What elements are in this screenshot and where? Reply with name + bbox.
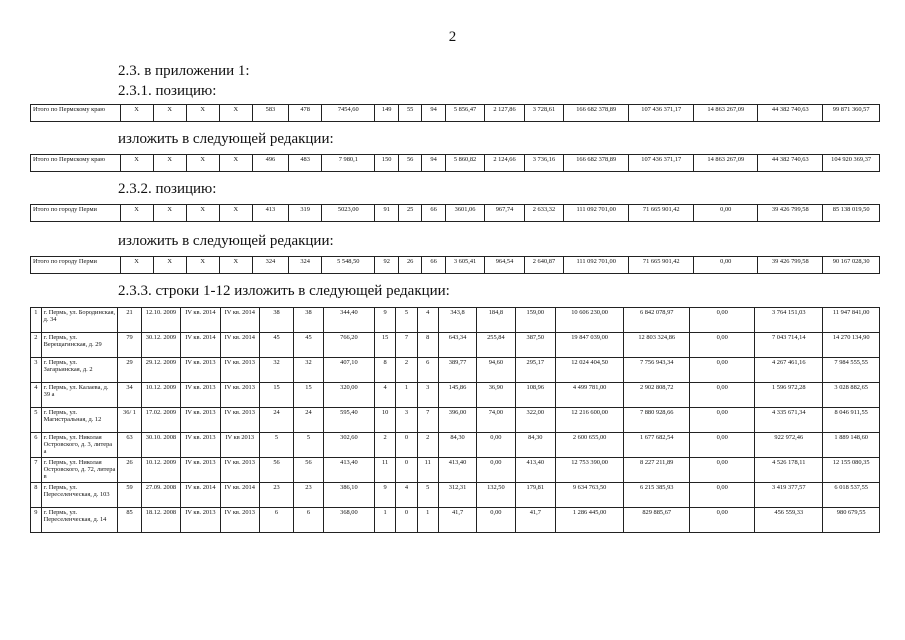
cell: X (186, 205, 219, 222)
cell: 3 (417, 383, 438, 408)
cell: 0,00 (690, 358, 755, 383)
address-cell: г. Пермь, ул. Николая Островского, д. 72, литера в (41, 458, 118, 483)
cell: X (186, 257, 219, 274)
cell: 0 (396, 458, 417, 483)
cell: 5 (259, 433, 293, 458)
cell: 29 (118, 358, 141, 383)
cell: IV кв. 2013 (181, 383, 220, 408)
address-cell: г. Пермь, ул. Бородинская, д. 34 (41, 308, 118, 333)
cell: 3 605,41 (445, 257, 484, 274)
cell: 184,8 (477, 308, 515, 333)
cell: 5 856,47 (445, 105, 484, 122)
total-perm-city-old-table (30, 204, 880, 222)
cell: 1 889 148,60 (823, 433, 880, 458)
cell: 36,90 (477, 383, 515, 408)
row-number: 3 (31, 358, 42, 383)
cell: 3 764 151,03 (755, 308, 823, 333)
cell: 39 426 799,58 (758, 205, 823, 222)
cell: 0 (396, 433, 417, 458)
cell: X (186, 155, 219, 172)
cell: 32 (259, 358, 293, 383)
cell: X (219, 105, 252, 122)
section-2-3-1-heading: 2.3.1. позицию: (118, 83, 217, 99)
cell: 4 267 461,16 (755, 358, 823, 383)
cell: 4 (374, 383, 395, 408)
cell: 15 (294, 383, 324, 408)
row-number: 4 (31, 383, 42, 408)
cell: 24 (259, 408, 293, 433)
cell: 3 (396, 408, 417, 433)
cell: 23 (259, 483, 293, 508)
cell: 145,86 (438, 383, 476, 408)
cell: 108,96 (515, 383, 555, 408)
cell: 10 (374, 408, 395, 433)
cell: 85 (118, 508, 141, 533)
cell: 7 (417, 408, 438, 433)
cell: 12 024 404,50 (556, 358, 624, 383)
cell: 24 (294, 408, 324, 433)
section-2-3-heading: 2.3. в приложении 1: (118, 63, 250, 79)
cell: 79 (118, 333, 141, 358)
table-row (31, 105, 880, 122)
cell: 166 682 378,89 (564, 155, 629, 172)
table-row (31, 257, 880, 274)
cell: 34 (118, 383, 141, 408)
cell: X (120, 205, 153, 222)
cell: 964,54 (485, 257, 524, 274)
cell: 94 (422, 105, 445, 122)
cell: 6 (294, 508, 324, 533)
cell: 26 (118, 458, 141, 483)
cell: 56 (398, 155, 421, 172)
cell: 6 (259, 508, 293, 533)
cell: 319 (289, 205, 322, 222)
address-cell: г. Пермь, ул. Николая Островского, д. 3, литера а (41, 433, 118, 458)
cell: 84,30 (438, 433, 476, 458)
cell: IV кв. 2013 (220, 408, 259, 433)
cell: IV кв. 2014 (220, 308, 259, 333)
cell: 10.12. 2009 (141, 458, 180, 483)
row-number: 5 (31, 408, 42, 433)
cell: 12 155 080,35 (823, 458, 880, 483)
cell: 25 (398, 205, 421, 222)
cell: 387,50 (515, 333, 555, 358)
cell: 0,00 (477, 508, 515, 533)
cell: 456 559,33 (755, 508, 823, 533)
cell: 159,00 (515, 308, 555, 333)
table-row (31, 433, 880, 458)
cell: 23 (294, 483, 324, 508)
cell: 1 596 972,28 (755, 383, 823, 408)
cell: 14 863 267,09 (694, 155, 758, 172)
cell: 166 682 378,89 (564, 105, 629, 122)
cell: 74,00 (477, 408, 515, 433)
cell: 45 (294, 333, 324, 358)
row-label: Итого по городу Перми (31, 257, 121, 274)
cell: 1 (396, 383, 417, 408)
cell: 7 980,1 (322, 155, 375, 172)
cell: 344,40 (323, 308, 374, 333)
cell: X (219, 155, 252, 172)
row-label: Итого по Пермскому краю (31, 155, 121, 172)
total-perm-city-new-table (30, 256, 880, 274)
address-cell: г. Пермь, ул. Калаева, д. 39 а (41, 383, 118, 408)
cell: X (120, 155, 153, 172)
cell: 17.02. 2009 (141, 408, 180, 433)
cell: IV кв. 2013 (181, 458, 220, 483)
restate-heading-2: изложить в следующей редакции: (118, 233, 334, 249)
cell: IV кв. 2013 (181, 408, 220, 433)
cell: 0,00 (690, 433, 755, 458)
cell: 322,00 (515, 408, 555, 433)
cell: 6 842 078,97 (624, 308, 690, 333)
cell: 9 (374, 308, 395, 333)
cell: X (219, 257, 252, 274)
cell: 7 (396, 333, 417, 358)
cell: 0,00 (477, 458, 515, 483)
cell: 91 (375, 205, 398, 222)
cell: 104 920 369,37 (823, 155, 880, 172)
cell: 3 419 377,57 (755, 483, 823, 508)
cell: 478 (289, 105, 322, 122)
cell: IV кв. 2013 (181, 508, 220, 533)
table-row (31, 308, 880, 333)
cell: 111 092 701,00 (564, 257, 629, 274)
cell: 94 (422, 155, 445, 172)
cell: 32 (294, 358, 324, 383)
cell: 41,7 (438, 508, 476, 533)
cell: 5 548,50 (322, 257, 375, 274)
cell: 10.12. 2009 (141, 383, 180, 408)
cell: 63 (118, 433, 141, 458)
cell: 1 286 445,00 (556, 508, 624, 533)
cell: 4 335 671,34 (755, 408, 823, 433)
cell: 4 499 781,00 (556, 383, 624, 408)
cell: 312,31 (438, 483, 476, 508)
cell: 2 (396, 358, 417, 383)
cell: 389,77 (438, 358, 476, 383)
cell: 5 (294, 433, 324, 458)
cell: IV кв. 2014 (181, 333, 220, 358)
cell: 7 984 555,55 (823, 358, 880, 383)
cell: 41,7 (515, 508, 555, 533)
cell: 179,81 (515, 483, 555, 508)
cell: 36/ 1 (118, 408, 141, 433)
table-row (31, 358, 880, 383)
cell: 413,40 (515, 458, 555, 483)
cell: X (153, 155, 186, 172)
cell: 92 (375, 257, 398, 274)
cell: 27.09. 2008 (141, 483, 180, 508)
cell: 0 (396, 508, 417, 533)
cell: 413,40 (323, 458, 374, 483)
cell: 4 (396, 483, 417, 508)
cell: 44 382 740,63 (758, 155, 823, 172)
cell: 829 885,67 (624, 508, 690, 533)
cell: 1 (374, 508, 395, 533)
cell: 10 606 230,00 (556, 308, 624, 333)
cell: 0,00 (690, 508, 755, 533)
cell: 2 902 808,72 (624, 383, 690, 408)
table-row (31, 408, 880, 433)
row-label: Итого по городу Перми (31, 205, 121, 222)
cell: 0,00 (690, 458, 755, 483)
cell: 2 (417, 433, 438, 458)
cell: 38 (259, 308, 293, 333)
cell: 295,17 (515, 358, 555, 383)
cell: 8 227 211,89 (624, 458, 690, 483)
cell: 595,40 (323, 408, 374, 433)
cell: 66 (422, 257, 445, 274)
cell: 6 215 385,93 (624, 483, 690, 508)
cell: IV кв. 2013 (220, 508, 259, 533)
cell: 386,10 (323, 483, 374, 508)
table-row (31, 205, 880, 222)
total-perm-krai-old-table (30, 104, 880, 122)
cell: 302,60 (323, 433, 374, 458)
cell: 56 (259, 458, 293, 483)
cell: 766,20 (323, 333, 374, 358)
row-number: 9 (31, 508, 42, 533)
cell: 6 018 537,55 (823, 483, 880, 508)
cell: 7 880 928,66 (624, 408, 690, 433)
address-cell: г. Пермь, ул. Магистральная, д. 12 (41, 408, 118, 433)
cell: 4 526 178,11 (755, 458, 823, 483)
row-number: 1 (31, 308, 42, 333)
cell: 0,00 (690, 333, 755, 358)
cell: 967,74 (485, 205, 524, 222)
cell: 71 665 901,42 (629, 205, 694, 222)
cell: X (120, 257, 153, 274)
cell: 12 753 390,00 (556, 458, 624, 483)
cell: X (153, 257, 186, 274)
cell: 5023,00 (322, 205, 375, 222)
cell: IV кв 2013 (220, 433, 259, 458)
cell: 15 (259, 383, 293, 408)
cell: 111 092 701,00 (564, 205, 629, 222)
cell: 12 803 324,86 (624, 333, 690, 358)
cell: 21 (118, 308, 141, 333)
cell: 11 (374, 458, 395, 483)
row-number: 7 (31, 458, 42, 483)
cell: 149 (375, 105, 398, 122)
cell: 44 382 740,63 (758, 105, 823, 122)
cell: 8 (374, 358, 395, 383)
cell: 7 756 943,34 (624, 358, 690, 383)
cell: 90 167 028,30 (823, 257, 880, 274)
cell: 407,10 (323, 358, 374, 383)
cell: 7 043 714,14 (755, 333, 823, 358)
cell: 12 216 600,00 (556, 408, 624, 433)
cell: 66 (422, 205, 445, 222)
cell: 14 270 134,90 (823, 333, 880, 358)
address-cell: г. Пермь, ул. Загарьинская, д. 2 (41, 358, 118, 383)
cell: 320,00 (323, 383, 374, 408)
table-row (31, 333, 880, 358)
cell: 0,00 (690, 383, 755, 408)
cell: 132,50 (477, 483, 515, 508)
restate-heading-1: изложить в следующей редакции: (118, 131, 334, 147)
cell: X (219, 205, 252, 222)
cell: IV кв. 2013 (220, 358, 259, 383)
cell: 45 (259, 333, 293, 358)
cell: 583 (252, 105, 288, 122)
cell: 2 600 655,00 (556, 433, 624, 458)
cell: 99 871 360,57 (823, 105, 880, 122)
cell: 922 972,46 (755, 433, 823, 458)
cell: 107 436 371,17 (629, 105, 694, 122)
cell: 19 847 039,00 (556, 333, 624, 358)
cell: 324 (289, 257, 322, 274)
cell: 2 (374, 433, 395, 458)
row-number: 6 (31, 433, 42, 458)
table-row (31, 508, 880, 533)
cell: 3 728,61 (524, 105, 563, 122)
cell: 2 124,66 (485, 155, 524, 172)
cell: 12.10. 2009 (141, 308, 180, 333)
address-cell: г. Пермь, ул. Верещагинская, д. 29 (41, 333, 118, 358)
cell: 396,00 (438, 408, 476, 433)
cell: 483 (289, 155, 322, 172)
cell: 38 (294, 308, 324, 333)
cell: 368,00 (323, 508, 374, 533)
cell: IV кв. 2013 (220, 383, 259, 408)
row-number: 2 (31, 333, 42, 358)
cell: 324 (252, 257, 288, 274)
cell: 5 860,82 (445, 155, 484, 172)
cell: 18.12. 2008 (141, 508, 180, 533)
cell: 343,8 (438, 308, 476, 333)
cell: 30.12. 2009 (141, 333, 180, 358)
cell: 94,60 (477, 358, 515, 383)
table-row (31, 155, 880, 172)
cell: 0,00 (694, 205, 758, 222)
address-cell: г. Пермь, ул. Переселенческая, д. 103 (41, 483, 118, 508)
cell: 0,00 (694, 257, 758, 274)
cell: 26 (398, 257, 421, 274)
total-perm-krai-new-table (30, 154, 880, 172)
cell: X (153, 205, 186, 222)
cell: X (120, 105, 153, 122)
cell: 11 (417, 458, 438, 483)
cell: 15 (374, 333, 395, 358)
cell: 3 736,16 (524, 155, 563, 172)
cell: IV кв. 2014 (181, 308, 220, 333)
cell: 0,00 (690, 483, 755, 508)
cell: 2 640,87 (524, 257, 563, 274)
cell: 643,34 (438, 333, 476, 358)
cell: IV кв. 2014 (220, 483, 259, 508)
cell: 2 127,86 (485, 105, 524, 122)
cell: 0,00 (690, 308, 755, 333)
cell: 980 679,55 (823, 508, 880, 533)
cell: 255,84 (477, 333, 515, 358)
cell: IV кв. 2013 (181, 358, 220, 383)
cell: 55 (398, 105, 421, 122)
cell: 413,40 (438, 458, 476, 483)
cell: 107 436 371,17 (629, 155, 694, 172)
cell: 11 947 841,00 (823, 308, 880, 333)
cell: 14 863 267,09 (694, 105, 758, 122)
rows-1-12-table (30, 307, 880, 533)
row-number: 8 (31, 483, 42, 508)
cell: 8 046 911,55 (823, 408, 880, 433)
cell: 3601,06 (445, 205, 484, 222)
cell: 0,00 (690, 408, 755, 433)
section-2-3-3-heading: 2.3.3. строки 1-12 изложить в следующей редакции: (118, 283, 450, 299)
table-row (31, 483, 880, 508)
cell: 2 633,32 (524, 205, 563, 222)
cell: 9 634 763,50 (556, 483, 624, 508)
cell: IV кв. 2013 (181, 433, 220, 458)
cell: 0,00 (477, 433, 515, 458)
cell: 29.12. 2009 (141, 358, 180, 383)
cell: 39 426 799,58 (758, 257, 823, 274)
cell: 84,30 (515, 433, 555, 458)
cell: IV кв. 2014 (181, 483, 220, 508)
table-row (31, 383, 880, 408)
cell: 496 (252, 155, 288, 172)
cell: 59 (118, 483, 141, 508)
cell: IV кв. 2014 (220, 333, 259, 358)
cell: 6 (417, 358, 438, 383)
cell: X (153, 105, 186, 122)
page-number: 2 (448, 29, 457, 45)
cell: 1 (417, 508, 438, 533)
cell: 413 (252, 205, 288, 222)
row-label: Итого по Пермскому краю (31, 105, 121, 122)
cell: 9 (374, 483, 395, 508)
cell: 4 (417, 308, 438, 333)
cell: X (186, 105, 219, 122)
cell: 150 (375, 155, 398, 172)
section-2-3-2-heading: 2.3.2. позицию: (118, 181, 217, 197)
cell: 8 (417, 333, 438, 358)
cell: 1 677 682,54 (624, 433, 690, 458)
cell: 85 138 019,50 (823, 205, 880, 222)
cell: 3 028 882,65 (823, 383, 880, 408)
cell: IV кв. 2013 (220, 458, 259, 483)
cell: 71 665 901,42 (629, 257, 694, 274)
cell: 56 (294, 458, 324, 483)
cell: 5 (396, 308, 417, 333)
table-row (31, 458, 880, 483)
cell: 5 (417, 483, 438, 508)
cell: 30.10. 2008 (141, 433, 180, 458)
address-cell: г. Пермь, ул. Переселенческая, д. 14 (41, 508, 118, 533)
cell: 7454,60 (322, 105, 375, 122)
